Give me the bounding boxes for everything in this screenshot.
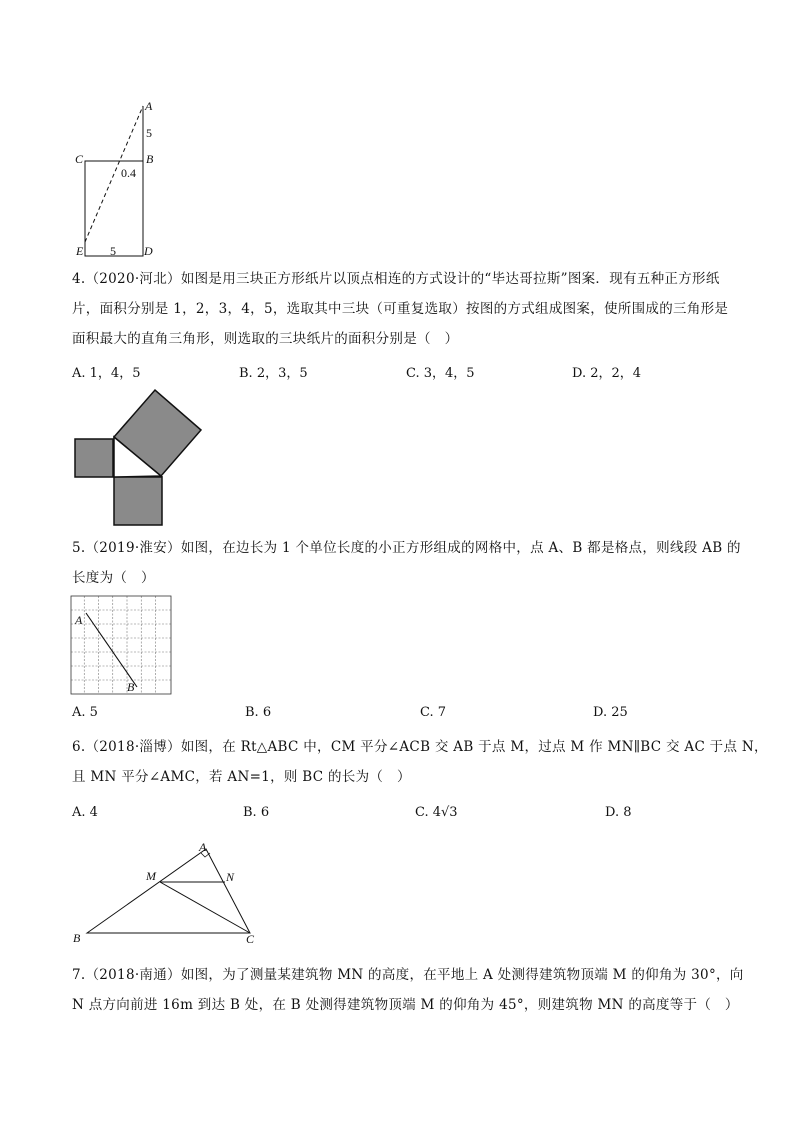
label-d: D — [144, 244, 153, 258]
tri-label-b: B — [73, 931, 81, 945]
grid-label-b: B — [127, 680, 135, 694]
q5-option-d: D. 25 — [593, 705, 628, 720]
tri-label-m: M — [146, 869, 156, 883]
q4-option-a: A. 1，4，5 — [72, 366, 141, 381]
tri-label-n: N — [226, 870, 235, 884]
medium-square — [114, 477, 162, 525]
grid-border — [71, 596, 171, 694]
q6-line1: 6.（2018·淄博）如图，在 Rt△ABC 中，CM 平分∠ACB 交 AB 于点 M，过点 M 作 MN∥BC 交 AC 于点 N， — [72, 739, 768, 755]
small-square — [75, 439, 113, 477]
q4-option-d: D. 2，2，4 — [572, 366, 642, 381]
q6-option-d: D. 8 — [605, 805, 632, 820]
label-b: B — [146, 152, 154, 166]
q4-option-c: C. 3，4，5 — [406, 366, 475, 381]
tri-label-a: A — [199, 840, 207, 854]
q6-option-b: B. 6 — [243, 805, 270, 820]
figure-q4-pythagoras — [70, 385, 210, 530]
label-a: A — [145, 99, 153, 113]
label-e: E — [76, 244, 84, 258]
q5-line1: 5.（2019·淮安）如图，在边长为 1 个单位长度的小正方形组成的网格中，点 A、B 都是格点，则线段 AB 的 — [72, 540, 741, 556]
q4-line3: 面积最大的直角三角形，则选取的三块纸片的面积分别是（ ） — [72, 331, 459, 347]
q6-option-a: A. 4 — [72, 805, 98, 820]
q7-line1: 7.（2018·南通）如图，为了测量某建筑物 MN 的高度，在平地上 A 处测得建筑物顶端 M 的仰角为 30°，向 — [72, 967, 744, 983]
triangle-abc — [87, 849, 250, 933]
label-c: C — [75, 152, 84, 166]
grid-svg — [70, 595, 175, 695]
q6-option-c: C. 4√3 — [415, 805, 458, 820]
q5-option-c: C. 7 — [420, 705, 447, 720]
figure-q5-grid — [70, 595, 175, 695]
tri-label-c: C — [246, 932, 255, 946]
q5-option-b: B. 6 — [245, 705, 272, 720]
figure-q3 — [70, 95, 170, 265]
figure-q3-svg — [70, 95, 170, 265]
q6-line2: 且 MN 平分∠AMC，若 AN=1，则 BC 的长为（ ） — [72, 769, 411, 785]
q5-line2: 长度为（ ） — [72, 570, 155, 586]
figure-q4-svg — [70, 385, 210, 530]
q5-option-a: A. 5 — [72, 705, 98, 720]
q4-option-b: B. 2，3，5 — [239, 366, 308, 381]
number-inner: 0.4 — [121, 166, 136, 180]
number-ed: 5 — [110, 244, 116, 258]
figure-q6-triangle — [70, 838, 270, 948]
q4-line2: 片，面积分别是 1，2，3，4，5，选取其中三块（可重复选取）按图的方式组成图案，使所围成的三角形是 — [72, 301, 729, 317]
number-ab: 5 — [146, 126, 152, 140]
q4-line1: 4.（2020·河北）如图是用三块正方形纸片以顶点相连的方式设计的“毕达哥拉斯”图案．现有五种正方形纸 — [72, 271, 720, 287]
grid-label-a: A — [75, 613, 83, 627]
triangle-svg — [70, 838, 270, 948]
q7-line2: N 点方向前进 16m 到达 B 处，在 B 处测得建筑物顶端 M 的仰角为 45°，则建筑物 MN 的高度等于（ ） — [72, 997, 739, 1013]
grid-lines — [71, 596, 171, 694]
